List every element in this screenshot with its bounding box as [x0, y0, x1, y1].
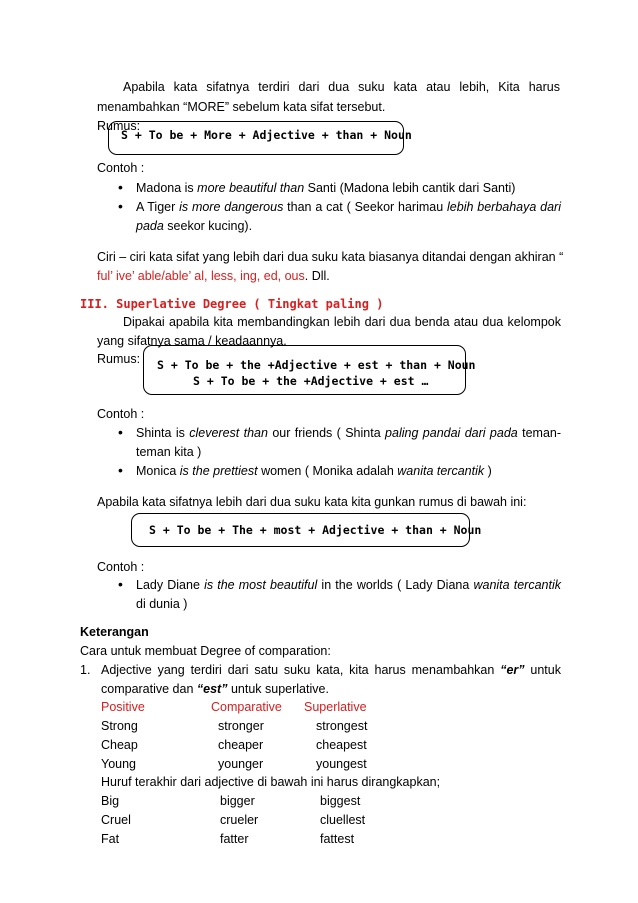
cell-positive: Cheap — [101, 738, 138, 752]
cell-superlative: cheapest — [316, 738, 367, 752]
header-positive: Positive — [101, 700, 145, 714]
intro-line-2: menambahkan “MORE” sebelum kata sifat tersebut. — [97, 100, 386, 114]
bullet-icon: • — [118, 424, 123, 440]
example-diane-line-2: di dunia ) — [136, 597, 188, 611]
cell-comparative: bigger — [220, 794, 255, 808]
rumus-label-2: Rumus: — [97, 352, 141, 366]
note-double-consonant: Huruf terakhir dari adjective di bawah ini harus dirangkapkan; — [101, 775, 441, 789]
example-monica: Monica is the prettiest women ( Monika adalah wanita tercantik ) — [136, 464, 492, 478]
header-superlative: Superlative — [304, 700, 367, 714]
cell-superlative: fattest — [320, 832, 355, 846]
cell-superlative: youngest — [316, 757, 367, 771]
ciri-line-2: ful’ ive’ able/able’ al, less, ing, ed, ous. Dll. — [97, 269, 330, 283]
cell-comparative: younger — [218, 757, 264, 771]
cell-positive: Big — [101, 794, 120, 808]
keterangan-heading: Keterangan — [80, 625, 149, 639]
header-comparative: Comparative — [211, 700, 282, 714]
cell-positive: Fat — [101, 832, 120, 846]
cell-comparative: fatter — [220, 832, 249, 846]
cell-comparative: crueler — [220, 813, 259, 827]
superlative-heading: III. Superlative Degree ( Tingkat paling ) — [80, 297, 384, 311]
formula-most: S + To be + The + most + Adjective + than + Noun — [149, 523, 482, 537]
example-shinta-line-2: teman kita ) — [136, 445, 202, 459]
item-number: 1. — [80, 663, 91, 677]
cell-superlative: cluellest — [320, 813, 366, 827]
example-tiger-line-2: pada seekor kucing). — [136, 219, 253, 233]
formula-superlative-1: S + To be + the +Adjective + est + than + Noun — [157, 358, 476, 372]
keterangan-subtitle: Cara untuk membuat Degree of comparation: — [80, 644, 331, 658]
superlative-line-2: yang sifatnya sama / keadaannya. — [97, 334, 287, 348]
superlative-line-1: Dipakai apabila kita membandingkan lebih dari dua benda atau dua kelompok — [123, 315, 561, 329]
item-line-2: comparative dan “est” untuk superlative. — [101, 682, 329, 696]
contoh-label-2: Contoh : — [97, 407, 145, 421]
contoh-label-1: Contoh : — [97, 161, 145, 175]
cell-positive: Young — [101, 757, 136, 771]
intro-line-1: Apabila kata sifatnya terdiri dari dua suku kata atau lebih, Kita harus — [123, 80, 560, 94]
item-line-1: Adjective yang terdiri dari satu suku kata, kita harus menambahkan “er” untuk — [101, 663, 561, 677]
example-tiger: A Tiger is more dangerous than a cat ( Seekor harimau lebih berbahaya dari — [136, 200, 561, 214]
cell-positive: Cruel — [101, 813, 131, 827]
example-madona: Madona is more beautiful than Santi (Madona lebih cantik dari Santi) — [136, 181, 516, 195]
bullet-icon: • — [118, 462, 123, 478]
contoh-label-3: Contoh : — [97, 560, 145, 574]
cell-comparative: cheaper — [218, 738, 264, 752]
formula-superlative-2: S + To be + the +Adjective + est … — [193, 374, 429, 388]
cell-comparative: stronger — [218, 719, 264, 733]
rumus-label: Rumus: — [97, 119, 141, 133]
formula-more: S + To be + More + Adjective + than + Noun — [121, 128, 412, 142]
example-diane: Lady Diane is the most beautiful in the worlds ( Lady Diana wanita tercantik — [136, 578, 561, 592]
cell-superlative: strongest — [316, 719, 368, 733]
ciri-line-1: Ciri – ciri kata sifat yang lebih dari dua suku kata biasanya ditandai dengan akhiran “ — [97, 250, 564, 264]
bullet-icon: • — [118, 198, 123, 214]
most-intro: Apabila kata sifatnya lebih dari dua suku kata kita gunkan rumus di bawah ini: — [97, 495, 527, 509]
bullet-icon: • — [118, 576, 123, 592]
bullet-icon: • — [118, 179, 123, 195]
example-shinta: Shinta is cleverest than our friends ( Shinta paling pandai dari pada teman- — [136, 426, 562, 440]
cell-positive: Strong — [101, 719, 138, 733]
cell-superlative: biggest — [320, 794, 361, 808]
